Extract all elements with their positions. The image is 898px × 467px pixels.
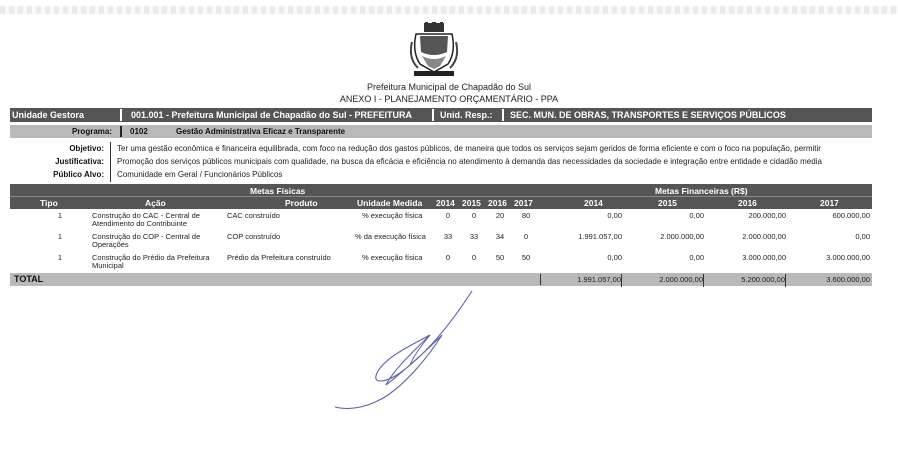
row-m2017: 3.000.000,00 [826,253,870,262]
row-acao [92,212,200,228]
row-f2016: 20 [495,211,505,220]
row-acao-line2: Operações [92,240,129,249]
row-acao-line1: Construção do COP - Central de [92,232,201,241]
row-f2014: 0 [445,253,451,262]
total-m2014: 1.991.057,00 [541,274,622,287]
row-f2015: 0 [471,253,477,262]
row-tipo: 1 [57,253,63,262]
table-header [10,184,872,209]
row-m2014: 1.991.057,00 [578,232,622,241]
separator [432,109,434,121]
top-decorative-strip [0,6,898,14]
row-f2014: 33 [443,232,453,241]
unid-resp-value: SEC. MUN. DE OBRAS, TRANSPORTES E SERVIÇOS PÚBLICOS [510,110,786,120]
col-financeira-2014: 2014 [584,198,603,208]
row-f2014: 0 [445,211,451,220]
metas-financeiras-header: Metas Financeiras (R$) [655,186,748,196]
row-m2016: 200.000,00 [748,211,786,220]
col-financeira-2016: 2016 [738,198,757,208]
publico-alvo-label: Público Alvo: [53,170,104,179]
col-fisica-2017: 2017 [514,198,533,208]
col-produto: Produto [285,198,318,208]
row-acao-line2: Atendimento do Contribuinte [92,219,188,228]
col-acao: Ação [145,198,166,208]
row-f2017: 80 [521,211,531,220]
col-fisica-2015: 2015 [462,198,481,208]
row-f2016: 50 [495,253,505,262]
separator [120,126,122,137]
objetivo-text: Ter uma gestão econômica e financeira equilibrada, com foco na redução dos gastos públicos, de maneira que todos os serviços sejam geridos de forma eficiente e com o foco na população, permitir [117,144,821,153]
unidade-gestora-value: 001.001 - Prefeitura Municipal de Chapadão do Sul - PREFEITURA [131,110,413,120]
unidade-gestora-bar [10,108,872,122]
row-acao-line2: Municipal [92,261,124,270]
row-unidade: % execução física [362,211,423,220]
programa-name: Gestão Administrativa Eficaz e Transparente [176,127,346,136]
row-m2017: 0,00 [855,232,870,241]
total-m2015: 2.000.000,00 [622,274,704,287]
row-f2015: 0 [471,211,477,220]
col-fisica-2014: 2014 [436,198,455,208]
row-m2015: 2.000.000,00 [660,232,704,241]
metas-fisicas-header: Metas Físicas [250,186,306,196]
details-divider [110,142,111,182]
separator [120,109,122,121]
row-produto: COP construído [227,232,281,241]
row-produto: CAC construído [227,211,280,220]
row-f2015: 33 [469,232,479,241]
row-tipo: 1 [57,211,63,220]
col-financeira-2015: 2015 [658,198,677,208]
row-m2016: 2.000.000,00 [742,232,786,241]
programa-label: Programa: [71,127,112,136]
justificativa-text: Promoção dos serviços públicos municipais com qualidade, na busca da eficácia e eficiência no atendimento à demanda das necessidades da sociedade e integração entre entidade e cidadão media [117,157,822,166]
total-m2016: 5.200.000,00 [704,274,786,287]
row-m2017: 600.000,00 [832,211,870,220]
objetivo-label: Objetivo: [69,144,104,153]
row-m2015: 0,00 [689,211,704,220]
row-acao-line1: Construção do Prédio da Prefeitura [92,253,210,262]
municipal-crest-icon [410,22,458,78]
row-f2017: 0 [523,232,529,241]
programa-bar [10,125,872,138]
justificativa-label: Justificativa: [55,157,104,166]
signature-drawing [330,285,490,415]
row-f2017: 50 [521,253,531,262]
row-acao [92,254,210,270]
row-acao [92,233,200,249]
separator [502,109,504,121]
total-label: TOTAL [14,274,44,284]
row-m2014: 0,00 [607,253,622,262]
row-unidade: % execução física [362,253,423,262]
col-tipo: Tipo [40,198,58,208]
total-m2017: 3.600.000,00 [826,275,870,284]
row-tipo: 1 [57,232,63,241]
publico-alvo-text: Comunidade em Geral / Funcionários Públicos [117,170,283,179]
row-m2015: 0,00 [689,253,704,262]
anexo-title: ANEXO I - PLANEJAMENTO ORÇAMENTÁRIO - PPA [339,94,559,104]
col-financeira-2017: 2017 [820,198,839,208]
header-divider [10,196,872,197]
row-m2016: 3.000.000,00 [742,253,786,262]
row-m2014: 0,00 [607,211,622,220]
programa-code: 0102 [130,127,148,136]
row-produto: Prédio da Prefeitura construído [227,253,331,262]
col-unidade-medida: Unidade Medida [357,198,423,208]
row-unidade: % da execução física [355,232,426,241]
prefeitura-title: Prefeitura Municipal de Chapadão do Sul [366,82,532,92]
col-fisica-2016: 2016 [488,198,507,208]
row-acao-line1: Construção do CAC - Central de [92,211,200,220]
unid-resp-label: Unid. Resp.: [440,110,493,120]
row-f2016: 34 [495,232,505,241]
unidade-gestora-label: Unidade Gestora [12,110,85,120]
